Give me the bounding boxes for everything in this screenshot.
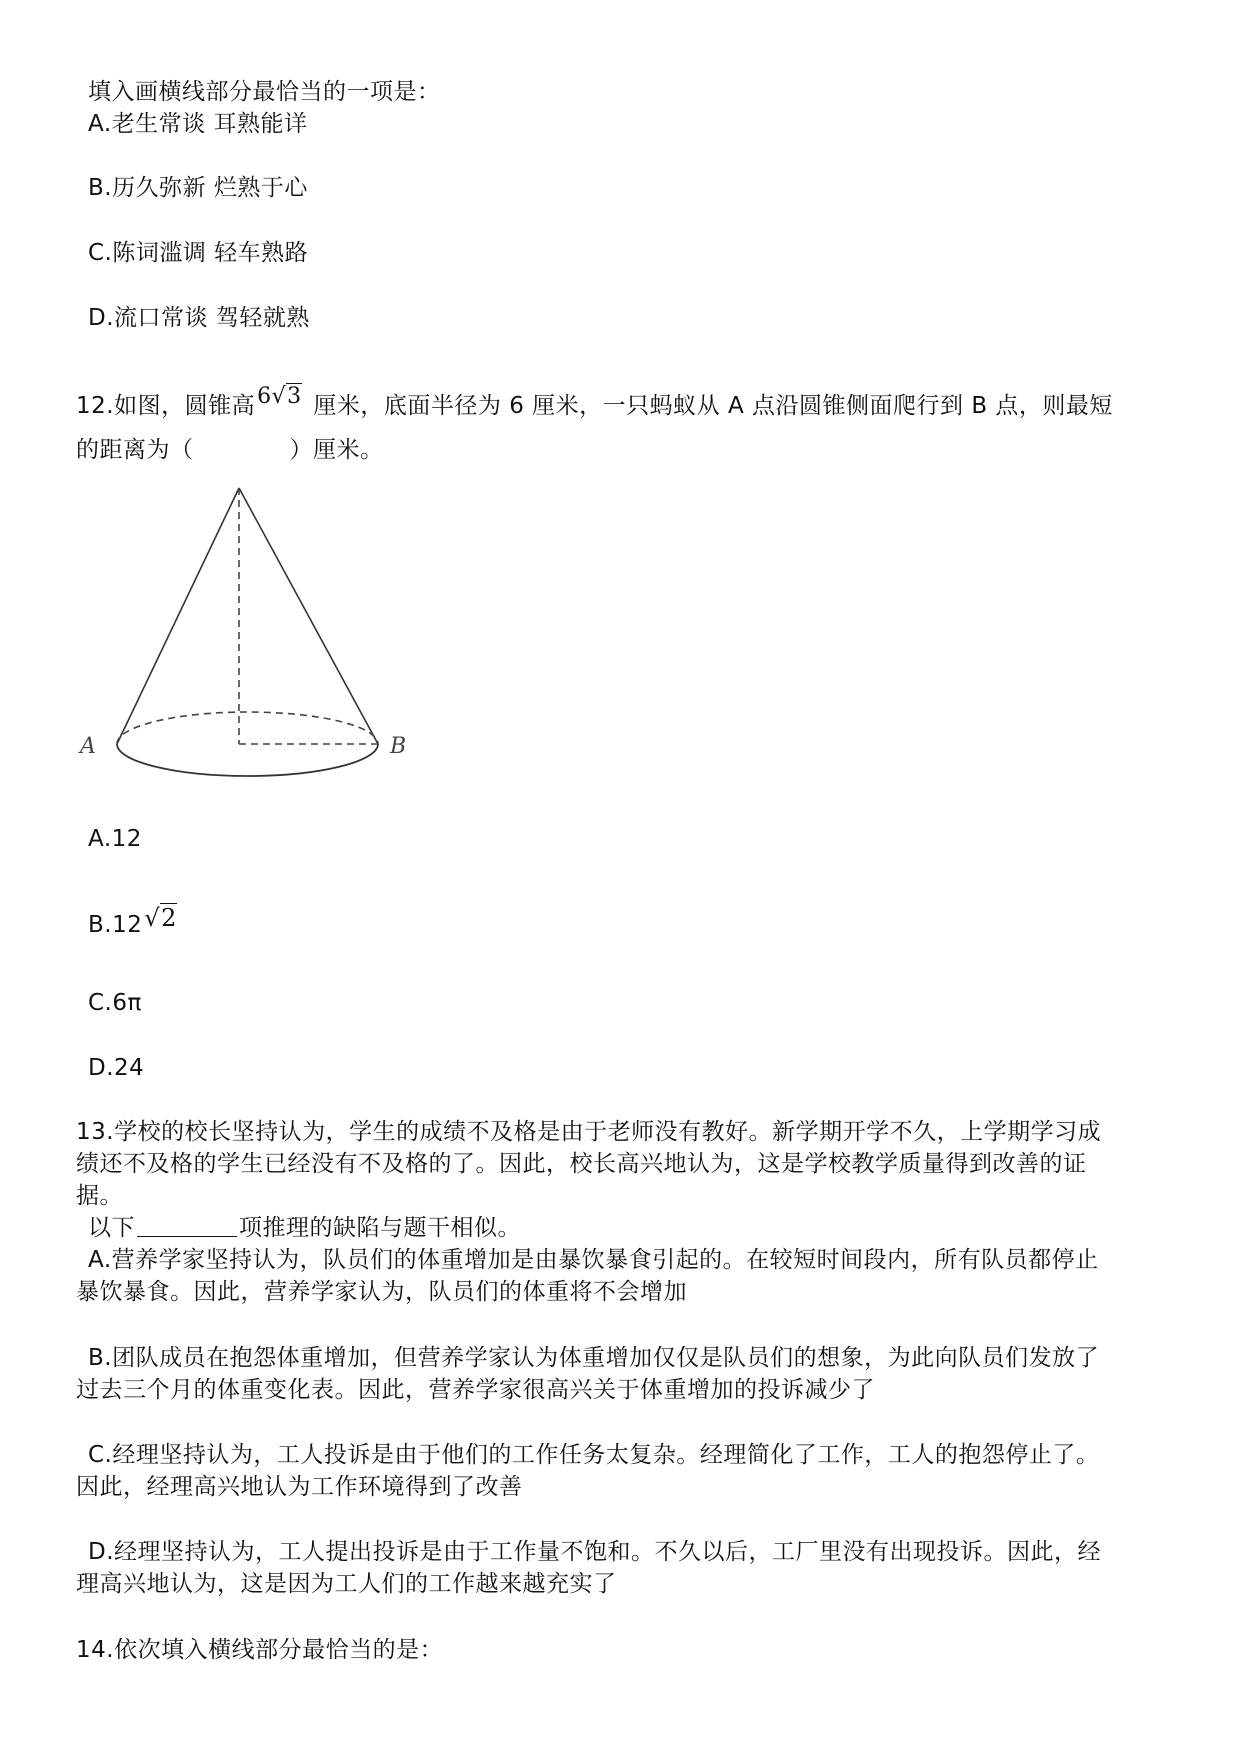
q13-option-d-line-2: 理高兴地认为，这是因为工人们的工作越来越充实了: [76, 1571, 617, 1597]
q12-line-1: [76, 384, 1113, 423]
q11-prompt: 填入画横线部分最恰当的一项是：: [88, 79, 441, 105]
q12-option-a: A.12: [88, 826, 142, 852]
cone-label-a: A: [80, 734, 96, 759]
sqrt-symbol: √: [271, 384, 287, 409]
q12-option-b-radical: 2: [161, 904, 177, 932]
q13-option-b-line-1: B.团队成员在抱怨体重增加，但营养学家认为体重增加仅仅是队员们的想象，为此向队员们发放了: [88, 1345, 1100, 1371]
q11-option-b: B.历久弥新 烂熟于心: [88, 175, 308, 201]
q12-option-c: C.6π: [88, 990, 142, 1016]
q12-text-prefix: 12.如图，圆锥高: [76, 393, 256, 419]
q12-option-b: [88, 904, 177, 941]
q13-sub-prefix: 以下: [88, 1215, 135, 1241]
q11-option-d: D.流口常谈 驾轻就熟: [88, 305, 310, 331]
answer-blank: [137, 1214, 237, 1237]
cone-label-b: B: [390, 734, 407, 759]
q12-option-b-prefix: B.12: [88, 912, 143, 938]
q12-text-suffix: 厘米，底面半径为 6 厘米，一只蚂蚁从 A 点沿圆锥侧面爬行到 B 点，则最短: [305, 393, 1113, 419]
q11-option-a: A.老生常谈 耳熟能详: [88, 111, 308, 137]
q12-height-coef: 6: [257, 384, 272, 409]
q13-sub-suffix: 项推理的缺陷与题干相似。: [239, 1215, 521, 1241]
q12-option-d: D.24: [88, 1055, 145, 1081]
cone-slant-right: [239, 488, 378, 744]
q13-option-a-line-1: A.营养学家坚持认为，队员们的体重增加是由暴饮暴食引起的。在较短时间段内，所有队员都停止: [88, 1247, 1099, 1273]
q13-option-b-line-2: 过去三个月的体重变化表。因此，营养学家很高兴关于体重增加的投诉减少了: [76, 1377, 875, 1403]
q13-line-1: 13.学校的校长坚持认为，学生的成绩不及格是由于老师没有教好。新学期开学不久，上学期学习成: [76, 1119, 1102, 1145]
q13-sub-prompt: [88, 1212, 521, 1244]
q11-option-c: C.陈词滥调 轻车熟路: [88, 240, 309, 266]
q13-line-3: 据。: [76, 1183, 123, 1209]
q12-height-formula: [257, 384, 302, 409]
q13-option-c-line-2: 因此，经理高兴地认为工作环境得到了改善: [76, 1474, 523, 1500]
cone-base-back-arc: [117, 712, 378, 744]
cone-figure: [70, 470, 430, 810]
sqrt-symbol: √: [144, 904, 161, 932]
cone-slant-left: [117, 488, 239, 744]
q13-option-c-line-1: C.经理坚持认为，工人投诉是由于他们的工作任务太复杂。经理简化了工作，工人的抱怨停止了。: [88, 1442, 1100, 1468]
q12-line2-suffix: ）厘米。: [289, 437, 384, 463]
q12-line2-prefix: 的距离为（: [76, 437, 194, 463]
q13-option-d-line-1: D.经理坚持认为，工人提出投诉是由于工作量不饱和。不久以后，工厂里没有出现投诉。因此，经: [88, 1539, 1102, 1565]
q13-option-a-line-2: 暴饮暴食。因此，营养学家认为，队员们的体重将不会增加: [76, 1279, 687, 1305]
q12-option-b-radical-expr: [144, 904, 177, 932]
q14-prompt: 14.依次填入横线部分最恰当的是：: [76, 1637, 444, 1663]
q12-line-2: [76, 434, 384, 466]
cone-base-front-arc: [117, 744, 378, 776]
q13-line-2: 绩还不及格的学生已经没有不及格的了。因此，校长高兴地认为，这是学校教学质量得到改善的证: [76, 1151, 1087, 1177]
q12-height-radical: 3: [287, 384, 302, 409]
